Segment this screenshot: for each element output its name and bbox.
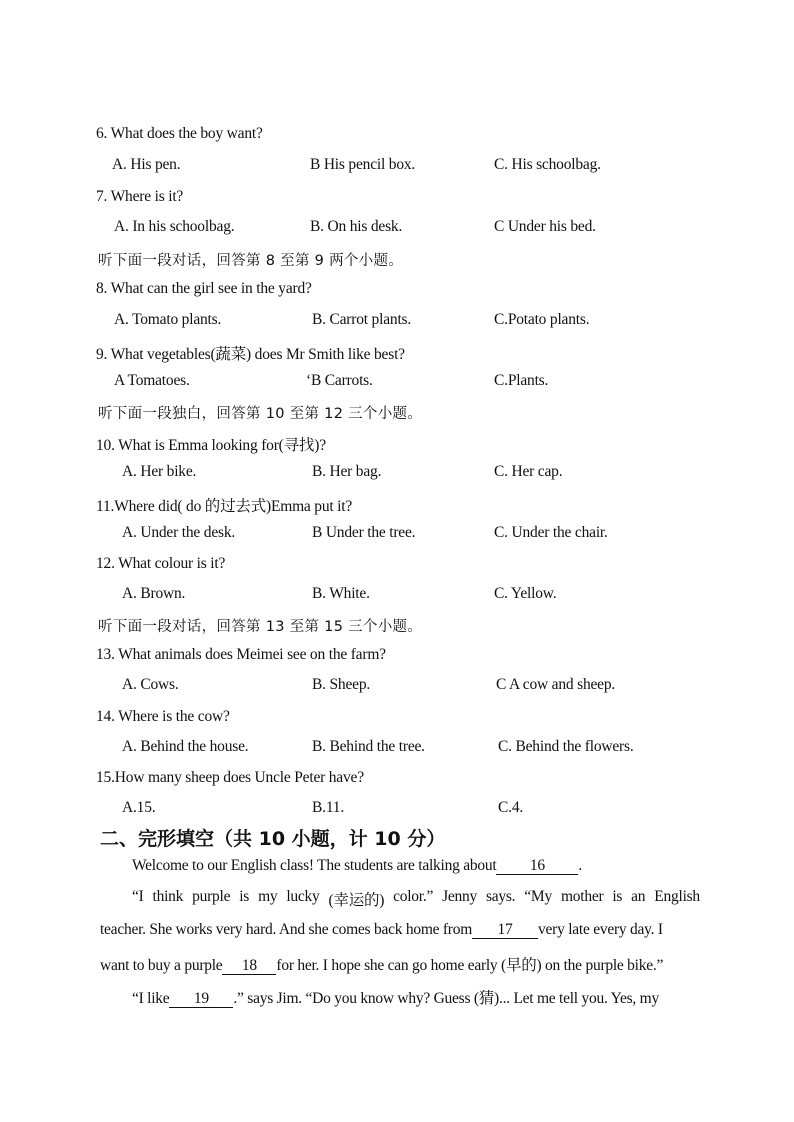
blank-19[interactable]: 19: [169, 990, 233, 1008]
passage-word: think: [152, 888, 184, 905]
listening-instruction: 听下面一段对话，回答第 8 至第 9 两个小题。: [98, 253, 404, 269]
passage-line-5: [132, 986, 700, 1008]
options-6: [96, 156, 716, 178]
listening-instruction: 听下面一段独白，回答第 10 至第 12 三个小题。: [98, 406, 423, 422]
option-b: B. On his desk.: [310, 218, 403, 235]
option-a: A. Under the desk.: [122, 524, 236, 541]
blank-16[interactable]: 16: [496, 857, 578, 875]
passage-text: .: [578, 857, 583, 874]
option-a: A. Her bike.: [122, 463, 197, 480]
passage-line-1: [132, 857, 700, 875]
option-b: B.11.: [312, 799, 345, 816]
option-c: C.4.: [498, 799, 524, 816]
passage-word: lucky: [286, 888, 320, 905]
options-7: [96, 218, 716, 240]
options-13: [96, 676, 716, 698]
option-c: C. Behind the flowers.: [498, 738, 634, 755]
passage-word: is: [612, 888, 623, 905]
passage-word: Jenny: [442, 888, 477, 905]
options-14: [96, 738, 716, 760]
passage-word: color.”: [393, 888, 434, 905]
passage-text: “I like: [132, 990, 170, 1007]
options-10: [96, 463, 716, 485]
options-11: [96, 524, 716, 546]
passage-text: .” says Jim. “Do you know why? Guess (猜)... Let me tell you. Yes, my: [233, 990, 659, 1007]
listening-instruction: 听下面一段对话，回答第 13 至第 15 三个小题。: [98, 619, 423, 635]
passage-word: “My: [524, 888, 552, 905]
question-7: 7. Where is it?: [96, 188, 184, 205]
option-c: C. Yellow.: [494, 585, 557, 602]
question-9: 9. What vegetables(蔬菜) does Mr Smith like best?: [96, 346, 405, 363]
option-b: B. Sheep.: [312, 676, 371, 693]
question-11: 11.Where did( do 的过去式)Emma put it?: [96, 498, 353, 515]
blank-18[interactable]: 18: [222, 957, 276, 975]
passage-word: mother: [560, 888, 604, 905]
option-a: A.15.: [122, 799, 156, 816]
question-15: 15.How many sheep does Uncle Peter have?: [96, 769, 364, 786]
passage-line-3: [100, 921, 700, 939]
question-13: 13. What animals does Meimei see on the farm?: [96, 646, 386, 663]
question-10: 10. What is Emma looking for(寻找)?: [96, 437, 326, 454]
option-c: C A cow and sheep.: [496, 676, 616, 693]
options-12: [96, 585, 716, 607]
option-b: B Under the tree.: [312, 524, 416, 541]
passage-word: purple: [192, 888, 231, 905]
option-a: A. In his schoolbag.: [114, 218, 235, 235]
option-b: B. Carrot plants.: [312, 311, 412, 328]
option-b: B. White.: [312, 585, 370, 602]
options-9: [96, 372, 716, 394]
options-8: [96, 311, 716, 333]
option-a: A. His pen.: [112, 156, 181, 173]
option-b: ‘B Carrots.: [306, 372, 373, 389]
passage-word: says.: [485, 888, 516, 905]
passage-text: teacher. She works very hard. And she comes back home from: [100, 921, 473, 938]
passage-text: very late every day. I: [538, 921, 663, 938]
passage-line-4: [100, 953, 700, 975]
blank-17[interactable]: 17: [472, 921, 538, 939]
passage-text: want to buy a purple: [100, 957, 223, 974]
option-a: A. Brown.: [122, 585, 186, 602]
passage-word: “I: [132, 888, 144, 905]
passage-word: my: [258, 888, 278, 905]
question-6: 6. What does the boy want?: [96, 125, 263, 142]
option-b: B His pencil box.: [310, 156, 416, 173]
option-c: C. Under the chair.: [494, 524, 608, 541]
passage-text: for her. I hope she can go home early (早的) on the purple bike.”: [276, 957, 664, 974]
option-c: C. Her cap.: [494, 463, 563, 480]
option-a: A Tomatoes.: [114, 372, 190, 389]
question-12: 12. What colour is it?: [96, 555, 226, 572]
option-a: A. Tomato plants.: [114, 311, 222, 328]
section-title: 二、完形填空（共 10 小题，计 10 分）: [100, 828, 446, 850]
question-14: 14. Where is the cow?: [96, 708, 230, 725]
passage-word: (幸运的): [328, 892, 385, 909]
option-c: C Under his bed.: [494, 218, 596, 235]
option-b: B. Her bag.: [312, 463, 382, 480]
passage-word: an: [631, 888, 646, 905]
option-c: C.Potato plants.: [494, 311, 590, 328]
passage-line-2: [132, 888, 700, 910]
option-b: B. Behind the tree.: [312, 738, 425, 755]
option-c: C. His schoolbag.: [494, 156, 601, 173]
question-8: 8. What can the girl see in the yard?: [96, 280, 312, 297]
option-c: C.Plants.: [494, 372, 549, 389]
passage-word: is: [239, 888, 250, 905]
option-a: A. Cows.: [122, 676, 179, 693]
option-a: A. Behind the house.: [122, 738, 249, 755]
passage-text: Welcome to our English class! The students are talking about: [132, 857, 497, 874]
passage-word: English: [654, 888, 700, 905]
options-15: [96, 799, 716, 821]
